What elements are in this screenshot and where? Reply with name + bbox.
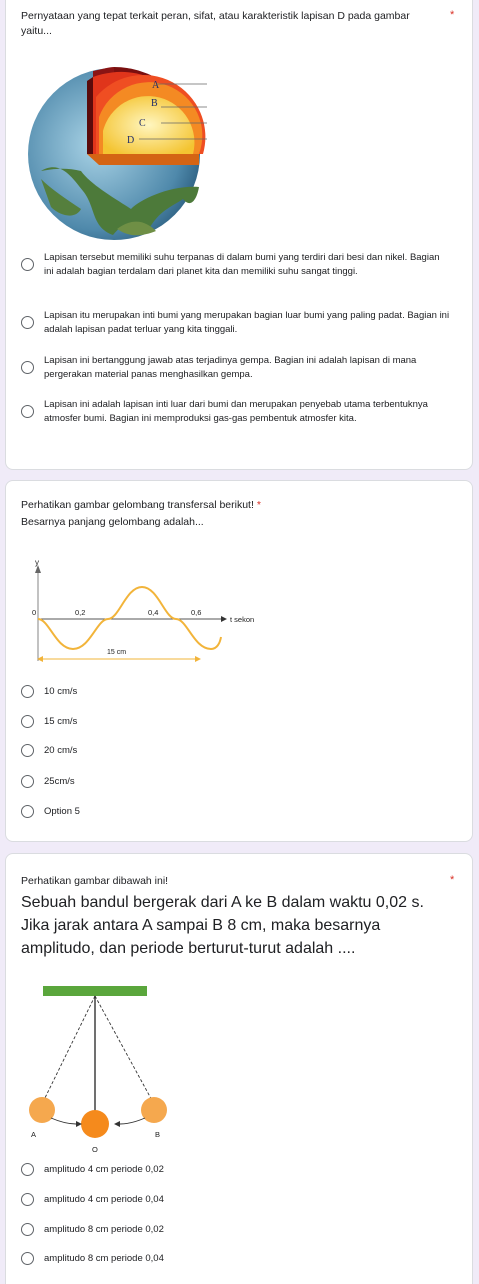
required-mark: *	[256, 499, 261, 511]
point-a-label: A	[31, 1130, 37, 1139]
point-b-label: B	[155, 1130, 161, 1139]
radio-button[interactable]	[21, 361, 34, 374]
label-d: D	[127, 135, 135, 146]
option-label: 20 cm/s	[44, 745, 78, 756]
radio-button[interactable]	[21, 715, 34, 728]
option-4[interactable]	[21, 398, 457, 425]
question-title: Perhatikan gambar dibawah ini!	[21, 875, 169, 887]
pendulum-image	[21, 984, 181, 1154]
option-label: Option 5	[44, 806, 80, 817]
tick-label-2: 0,4	[148, 608, 159, 617]
radio-button[interactable]	[21, 1193, 34, 1206]
radio-button[interactable]	[21, 316, 34, 329]
option-2[interactable]	[21, 309, 451, 336]
option-3[interactable]	[21, 354, 451, 381]
time-axis-label: t sekon	[230, 615, 255, 624]
option-3[interactable]	[21, 1223, 164, 1237]
tick-label-3: 0,6	[191, 608, 202, 617]
question-subtitle: Besarnya panjang gelombang adalah...	[21, 516, 204, 528]
radio-button[interactable]	[21, 405, 34, 418]
radio-button[interactable]	[21, 685, 34, 698]
option-1[interactable]	[21, 1163, 164, 1177]
option-label: Lapisan itu merupakan inti bumi yang merupakan bagian luar bumi yang paling padat. Bagian ini adalah lapisan padat terluar yang kita tinggali.	[44, 310, 450, 335]
option-1[interactable]	[21, 251, 451, 278]
option-label: Lapisan ini adalah lapisan inti luar dari bumi dan merupakan penyebab utama terbentuknya atmosfer bumi. Bagian ini memproduksi gas-gas pembentuk atmosfer kita.	[44, 399, 428, 424]
tick-label-1: 0,2	[75, 608, 86, 617]
question-title: Pernyataan yang tepat terkait peran, sifat, atau karakteristik lapisan D pada gambar yaitu...	[21, 10, 410, 37]
label-c: C	[139, 118, 146, 129]
question-card-wave	[5, 480, 473, 842]
question-card-earth-layers	[5, 0, 473, 470]
option-label: 10 cm/s	[44, 686, 78, 697]
question-card-pendulum	[5, 853, 473, 1284]
option-label: amplitudo 8 cm periode 0,04	[44, 1253, 164, 1264]
option-1[interactable]	[21, 685, 77, 699]
label-b: B	[151, 98, 158, 109]
option-label: 15 cm/s	[44, 716, 78, 727]
radio-button[interactable]	[21, 1252, 34, 1265]
option-3[interactable]	[21, 744, 77, 758]
question-text: Sebuah bandul bergerak dari A ke B dalam waktu 0,02 s. Jika jarak antara A sampai B 8 cm, maka besarnya amplitudo, dan periode berturut-turut adalah ....	[21, 894, 424, 957]
radio-button[interactable]	[21, 744, 34, 757]
required-mark: *	[450, 9, 455, 21]
question-title	[21, 498, 261, 513]
point-o-label: O	[92, 1145, 98, 1154]
y-axis-label: y	[35, 558, 39, 567]
option-2[interactable]	[21, 1193, 164, 1207]
radio-button[interactable]	[21, 1163, 34, 1176]
option-label: Lapisan tersebut memiliki suhu terpanas di dalam bumi yang terdiri dari besi dan nikel. Bagian ini adalah bagian terdalam dari planet kita dan memiliki suhu sangat tinggi.	[44, 252, 440, 277]
earth-layers-image	[21, 59, 207, 241]
option-5[interactable]	[21, 805, 80, 819]
radio-button[interactable]	[21, 1223, 34, 1236]
label-a: A	[152, 80, 160, 91]
option-label: 25cm/s	[44, 776, 75, 787]
question-title-text: Perhatikan gambar gelombang transfersal berikut!	[21, 499, 254, 511]
radio-button[interactable]	[21, 805, 34, 818]
length-label: 15 cm	[107, 649, 127, 656]
radio-button[interactable]	[21, 258, 34, 271]
option-4[interactable]	[21, 1252, 164, 1266]
wave-image	[21, 551, 271, 669]
option-label: amplitudo 8 cm periode 0,02	[44, 1224, 164, 1235]
option-4[interactable]	[21, 775, 75, 789]
option-label: amplitudo 4 cm periode 0,02	[44, 1164, 164, 1175]
option-label: amplitudo 4 cm periode 0,04	[44, 1194, 164, 1205]
origin-label: 0	[32, 608, 37, 617]
required-mark: *	[450, 874, 455, 886]
radio-button[interactable]	[21, 775, 34, 788]
option-label: Lapisan ini bertanggung jawab atas terjadinya gempa. Bagian ini adalah lapisan di mana pergerakan material panas menghasilkan gempa.	[44, 355, 417, 380]
option-2[interactable]	[21, 715, 77, 729]
